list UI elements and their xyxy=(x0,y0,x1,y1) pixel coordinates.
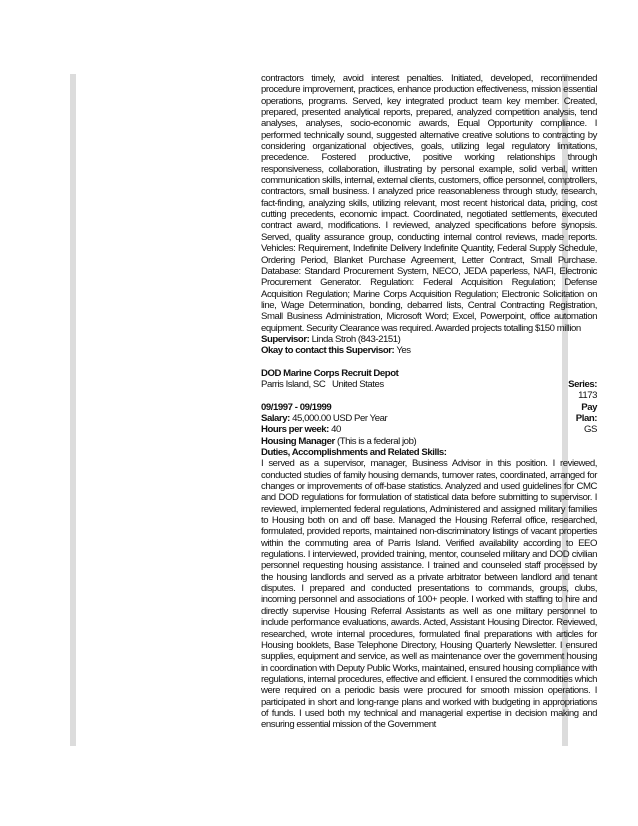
job2-hours xyxy=(261,424,341,435)
job1-description: contractors timely, avoid interest penalties. Initiated, developed, recommended procedure improvement, practices, enhance production effectiveness, mission essential operations, programs. Served, key integrated product team key member. Created, prepared, presented analytical reports, prepared, analyzed competition analysis, tend analyses, analyses, socio-economic awards, Equal Opportunity compliance. I performed technically sound, suggested alternative creative solutions to contracting by considering organizational objectives, goals, utilizing legal regulatory limitations, precedence. Fostered productive, positive working relationships through responsiveness, collaboration, illustrating by personal example, solid verbal, written communication skills, internal, external clients, customers, office personnel, comptrollers, contractors, small business. I analyzed price reasonableness through study, research, fact-finding, analyzing skills, utilizing relevant, most recent historical data, pricing, cost cutting precedents, economic impact. Coordinated, negotiated settlements, executed contract award, modifications. I reviewed, analyzed specifications before synopsis. Served, quality assurance group, conducting internal control reviews, made reports. Vehicles: Requirement, Indefinite Delivery Indefinite Quantity, Federal Supply Schedule, Ordering Period, Blanket Purchase Agreement, Letter Contract, Small Purchase. Database: Standard Procurement System, NECO, JEDA paperless, NAFI, Electronic Procurement Generator. Regulation: Federal Acquisition Regulation; Defense Acquisition Regulation; Marine Corps Acquisition Regulation; Electronic Solicitation on line, Wage Determination, bonding, debarred lists, Central Contracting Registration, Small Business Administration, Microsoft Word; Excel, Powerpoint, office automation equipment. Security Clearance was required. Awarded projects totalling $150 million xyxy=(261,73,597,334)
job2-duties-label: Duties, Accomplishments and Related Skills: xyxy=(261,447,447,458)
job2-salary-row xyxy=(261,413,597,424)
job2-country: United States xyxy=(331,378,384,390)
job2-series-value: 1173 xyxy=(578,390,597,402)
job2-city: Parris Island, SC xyxy=(261,378,326,390)
job2-title-row xyxy=(261,436,597,447)
job1-contact-value: Yes xyxy=(396,345,411,357)
job2-salary-label: Salary: xyxy=(261,412,290,424)
job1-contact-label: Okay to contact this Supervisor: xyxy=(261,345,395,357)
job2-dates: 09/1997 - 09/1999 xyxy=(261,401,332,413)
resume-page-content xyxy=(261,73,597,731)
job2-location-row xyxy=(261,379,597,390)
job2-series-row xyxy=(261,390,597,401)
job1-supervisor xyxy=(261,334,597,345)
job2-location xyxy=(261,379,384,390)
job2-title-note: (This is a federal job) xyxy=(336,435,417,447)
job1-contact xyxy=(261,345,597,356)
job2-pay-label-1: Pay xyxy=(581,401,597,413)
job2-employer: DOD Marine Corps Recruit Depot xyxy=(261,367,399,379)
job2-description: I served as a supervisor, manager, Business Advisor in this position. I reviewed, conducted studies of family housing demands, turnover rates, coordinated, arranged for changes or improvements of off-base statistics. Analyzed and used guidelines for CMC and DOD regulations for formulation of statistical data before submitting to supervisor. I reviewed, implemented federal regulations, Administered and assigned military families to Housing both on and off base. Managed the Housing Referral office, researched, formulated, provided reports, maintained non-discriminatory listings of vacant properties within the commuting area of Parris Island. Verified availability according to EEO regulations. I interviewed, provided training, mentor, counseled military and DOD civilian personnel requesting housing assistance. I trained and counseled staff processed by the housing landlords and served as a private arbitrator between landlord and tenant disputes. I prepared and conducted presentations to commands, groups, clubs, incoming personnel and associations of 100+ people. I worked with staffing to hire and directly supervise Housing Referral Assistants as well as one military personnel to include performance evaluations, awards. Acted, Assistant Housing Director. Reviewed, researched, wrote internal procedures, formulated final preparations with articles for Housing booklets, Base Telephone Directory, Housing Quarterly Newsletter. I ensured supplies, equipment and service, as well as maintenance over the government housing in coordination with Deputy Public Works, maintained, ensured housing compliance with regulations, internal procedures, effective and efficient. I ensured the commodities which were required on a periodic basis were procured for smooth mission operations. I participated in short and long-range plans and worked with budgeting in appropriations of funds. I used both my technical and managerial expertise in decision making and ensuring essential mission of the Government xyxy=(261,458,597,731)
section-gap xyxy=(261,357,597,368)
job2-series-label: Series: xyxy=(568,378,597,390)
job2-hours-row xyxy=(261,424,597,435)
job2-salary-value: 45,000.00 USD Per Year xyxy=(292,412,388,424)
job2-hours-value: 40 xyxy=(331,424,341,436)
job2-salary xyxy=(261,413,387,424)
job2-pay-plan-value: GS xyxy=(584,424,597,436)
page-left-edge-bar xyxy=(70,74,76,746)
job2-hours-label: Hours per week: xyxy=(261,424,329,436)
job2-pay-label-2: Plan: xyxy=(575,412,597,424)
job2-title: Housing Manager xyxy=(261,435,335,447)
job1-supervisor-label: Supervisor: xyxy=(261,333,310,345)
job2-dates-row xyxy=(261,402,597,413)
job1-supervisor-value: Linda Stroh (843-2151) xyxy=(311,333,401,345)
